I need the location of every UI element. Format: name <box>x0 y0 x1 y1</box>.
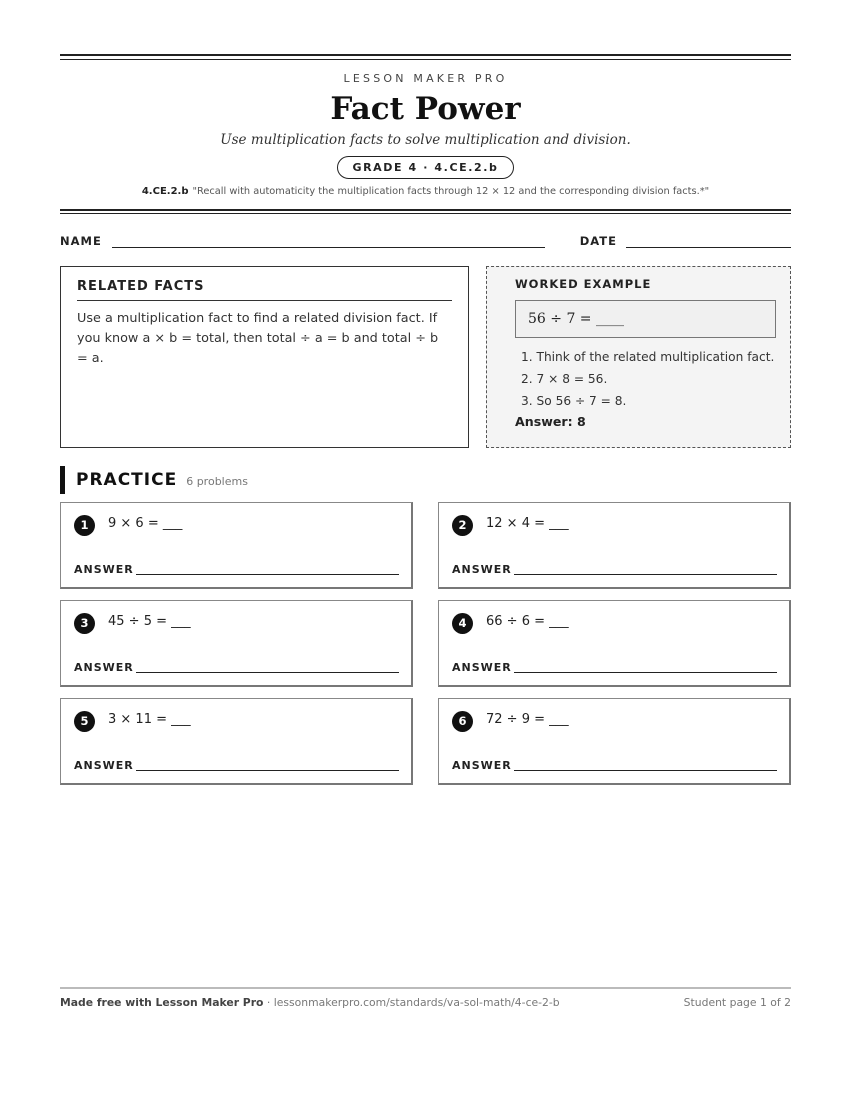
problem-card <box>438 600 791 687</box>
problem-card <box>438 502 791 589</box>
name-date-row <box>60 232 791 248</box>
header-bottom-rule <box>60 209 791 214</box>
name-label: NAME <box>60 234 102 248</box>
problem-card <box>60 698 413 785</box>
date-field[interactable] <box>626 235 791 248</box>
worked-step: 2. 7 × 8 = 56. <box>521 372 608 386</box>
problem-text: 45 ÷ 5 = ___ <box>108 614 191 629</box>
related-facts-text: Use a multiplication fact to find a related division fact. If you know a × b = total, then total ÷ a = b and total ÷ b = a. <box>77 311 439 366</box>
problem-text: 12 × 4 = ___ <box>486 516 569 531</box>
answer-field[interactable] <box>514 574 777 575</box>
brand-name: LESSON MAKER PRO <box>343 72 508 85</box>
practice-count: 6 problems <box>186 475 248 488</box>
problem-number: 4 <box>452 613 473 634</box>
footer-made-with: Made free with Lesson Maker Pro <box>60 996 264 1009</box>
problem-text: 72 ÷ 9 = ___ <box>486 712 569 727</box>
answer-label: ANSWER <box>452 759 512 772</box>
related-facts-box <box>60 266 469 448</box>
answer-label: ANSWER <box>74 759 134 772</box>
problem-card <box>60 600 413 687</box>
problem-card <box>438 698 791 785</box>
answer-field[interactable] <box>136 574 399 575</box>
worked-example-heading: WORKED EXAMPLE <box>515 277 652 291</box>
standard-text: "Recall with automaticity the multiplication facts through 12 × 12 and the corresponding division facts.*" <box>192 186 710 197</box>
answer-field[interactable] <box>136 672 399 673</box>
problem-number: 6 <box>452 711 473 732</box>
page-subtitle: Use multiplication facts to solve multiplication and division. <box>220 132 631 148</box>
practice-title: PRACTICE <box>76 470 178 490</box>
related-facts-heading: RELATED FACTS <box>77 279 452 301</box>
worked-example-answer: Answer: 8 <box>515 414 586 429</box>
answer-field[interactable] <box>136 770 399 771</box>
worked-step: 1. Think of the related multiplication fact. <box>521 350 775 364</box>
page-title: Fact Power <box>330 91 521 127</box>
name-field[interactable] <box>112 235 545 248</box>
answer-field[interactable] <box>514 770 777 771</box>
standard-statement <box>60 186 791 197</box>
worked-example-problem: 56 ÷ 7 = ____ <box>515 300 776 338</box>
footer-credit <box>60 996 560 1009</box>
problem-number: 3 <box>74 613 95 634</box>
worked-example-box <box>486 266 791 448</box>
practice-grid <box>60 502 791 792</box>
date-label: DATE <box>579 234 617 248</box>
worked-example-steps <box>515 346 776 412</box>
answer-label: ANSWER <box>452 661 512 674</box>
grade-badge: GRADE 4 · 4.CE.2.b <box>337 156 513 179</box>
answer-label: ANSWER <box>74 563 134 576</box>
practice-header <box>60 466 791 494</box>
answer-label: ANSWER <box>452 563 512 576</box>
footer-page-number: Student page 1 of 2 <box>683 996 791 1009</box>
top-rule <box>60 54 791 60</box>
worksheet-page <box>60 54 791 792</box>
answer-label: ANSWER <box>74 661 134 674</box>
standard-code: 4.CE.2.b <box>141 186 189 197</box>
footer-url: · lessonmakerpro.com/standards/va-sol-math/4-ce-2-b <box>263 996 560 1009</box>
practice-accent-bar <box>60 466 65 494</box>
problem-text: 3 × 11 = ___ <box>108 712 191 727</box>
problem-text: 66 ÷ 6 = ___ <box>486 614 569 629</box>
answer-field[interactable] <box>514 672 777 673</box>
page-footer <box>60 987 791 1009</box>
problem-number: 5 <box>74 711 95 732</box>
problem-number: 1 <box>74 515 95 536</box>
problem-text: 9 × 6 = ___ <box>108 516 183 531</box>
problem-card <box>60 502 413 589</box>
problem-number: 2 <box>452 515 473 536</box>
worked-step: 3. So 56 ÷ 7 = 8. <box>521 394 627 408</box>
